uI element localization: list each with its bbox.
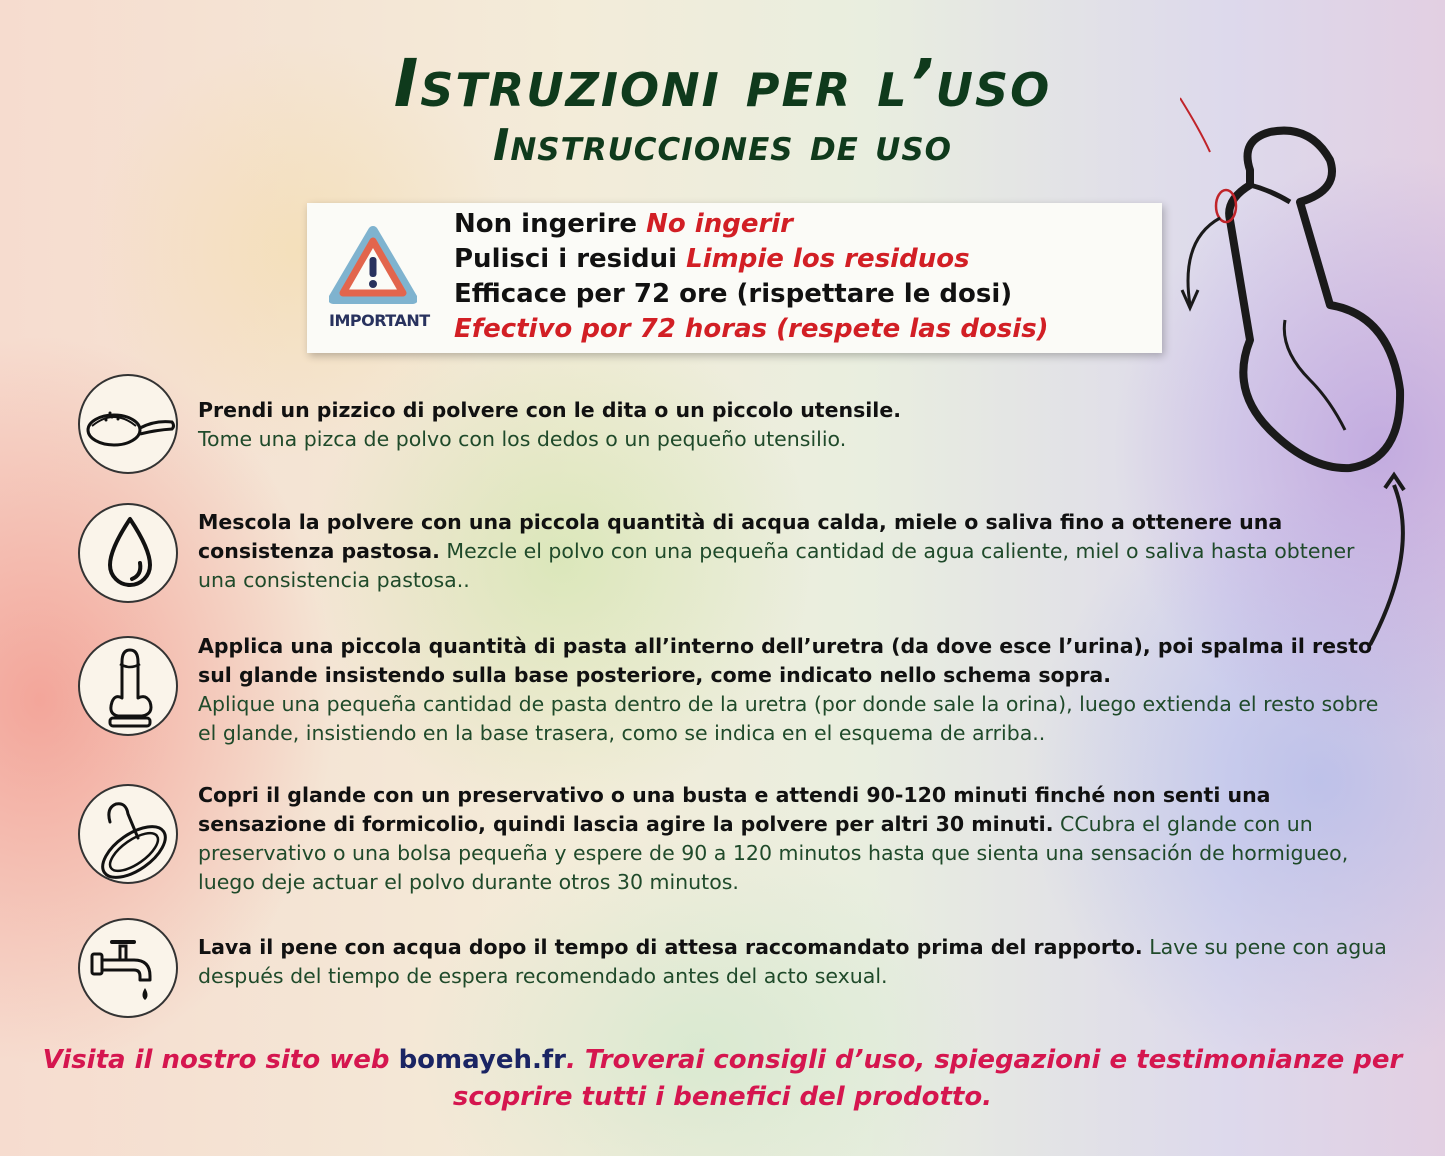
warning-line [454,277,1049,312]
step-5-es: Lave su pene con agua después del tiempo de espera recomendado antes del acto sexual. [198,935,1387,988]
step-2-it: Mescola la polvere con una piccola quantità di acqua calda, miele o saliva fino a ottenere una consistenza pastosa. [198,510,1283,563]
footer-post: . Troverai consigli d’uso, spiegazioni e testimonianze per scoprire tutti i benefici del prodotto. [452,1045,1403,1112]
warning-line-es: Limpie los residuos [686,244,970,274]
warning-triangle-icon [329,225,417,305]
step-1-es: Tome una pizca de polvo con los dedos o un pequeño utensilio. [198,427,847,451]
warning-line [454,242,1049,277]
step-5-it: Lava il pene con acqua dopo il tempo di attesa raccomandato prima del rapporto. [198,935,1143,959]
step-4 [198,781,1378,897]
anatomy-icon [78,636,178,736]
warning-line-es: Efectivo por 72 horas (respete las dosis) [454,314,1049,344]
step-2-es: Mezcle el polvo con una pequeña cantidad de agua caliente, miel o saliva hasta obtener una consistencia pastosa.. [198,539,1355,592]
condom-icon [78,784,178,884]
website-link[interactable]: bomayeh.fr [398,1045,566,1075]
page-subtitle: Instrucciones de uso [492,120,953,171]
step-4-es: CCubra el glande con un preservativo o una bolsa pequeña y espere de 90 a 120 minutos hasta que sienta una sensación de hormigueo, luego deje actuar el polvo durante otros 30 minutos. [198,812,1349,894]
warning-line [454,312,1049,347]
warning-line-es: No ingerir [646,209,794,239]
footer-pre: Visita il nostro sito web [42,1045,399,1075]
footer-note [0,1042,1445,1116]
warning-line-it: Pulisci i residui [454,244,678,274]
step-1-it: Prendi un pizzico di polvere con le dita o un piccolo utensile. [198,398,902,422]
spoon-powder-icon [78,374,178,474]
water-tap-icon [78,918,178,1018]
warning-line-it: Efficace per 72 ore (rispettare le dosi) [454,279,1013,309]
step-3-it: Applica una piccola quantità di pasta all’interno dell’uretra (da dove esce l’urina), poi spalma il resto sul glande insistendo sulla base posteriore, come indicato nello schema sopra. [198,634,1373,687]
step-5 [198,933,1388,991]
application-diagram [1180,90,1430,650]
step-4-it: Copri il glande con un preservativo o una busta e attendi 90-120 minuti finché non senti una sensazione di formicolio, quindi lascia agire la polvere per altri 30 minuti. [198,783,1271,836]
water-drop-icon [78,503,178,603]
warning-line-it: Non ingerire [454,209,638,239]
page-title: Istruzioni per l’uso [393,45,1052,122]
warning-box [307,203,1162,353]
warning-line [454,207,1049,242]
important-label: IMPORTANT [329,311,430,330]
step-3-es: Aplique una pequeña cantidad de pasta dentro de la uretra (por donde sale la orina), luego extienda el resto sobre el glande, insistiendo en la base trasera, como se indica en el esquema de arriba.. [198,692,1379,745]
warning-lines [454,207,1049,347]
